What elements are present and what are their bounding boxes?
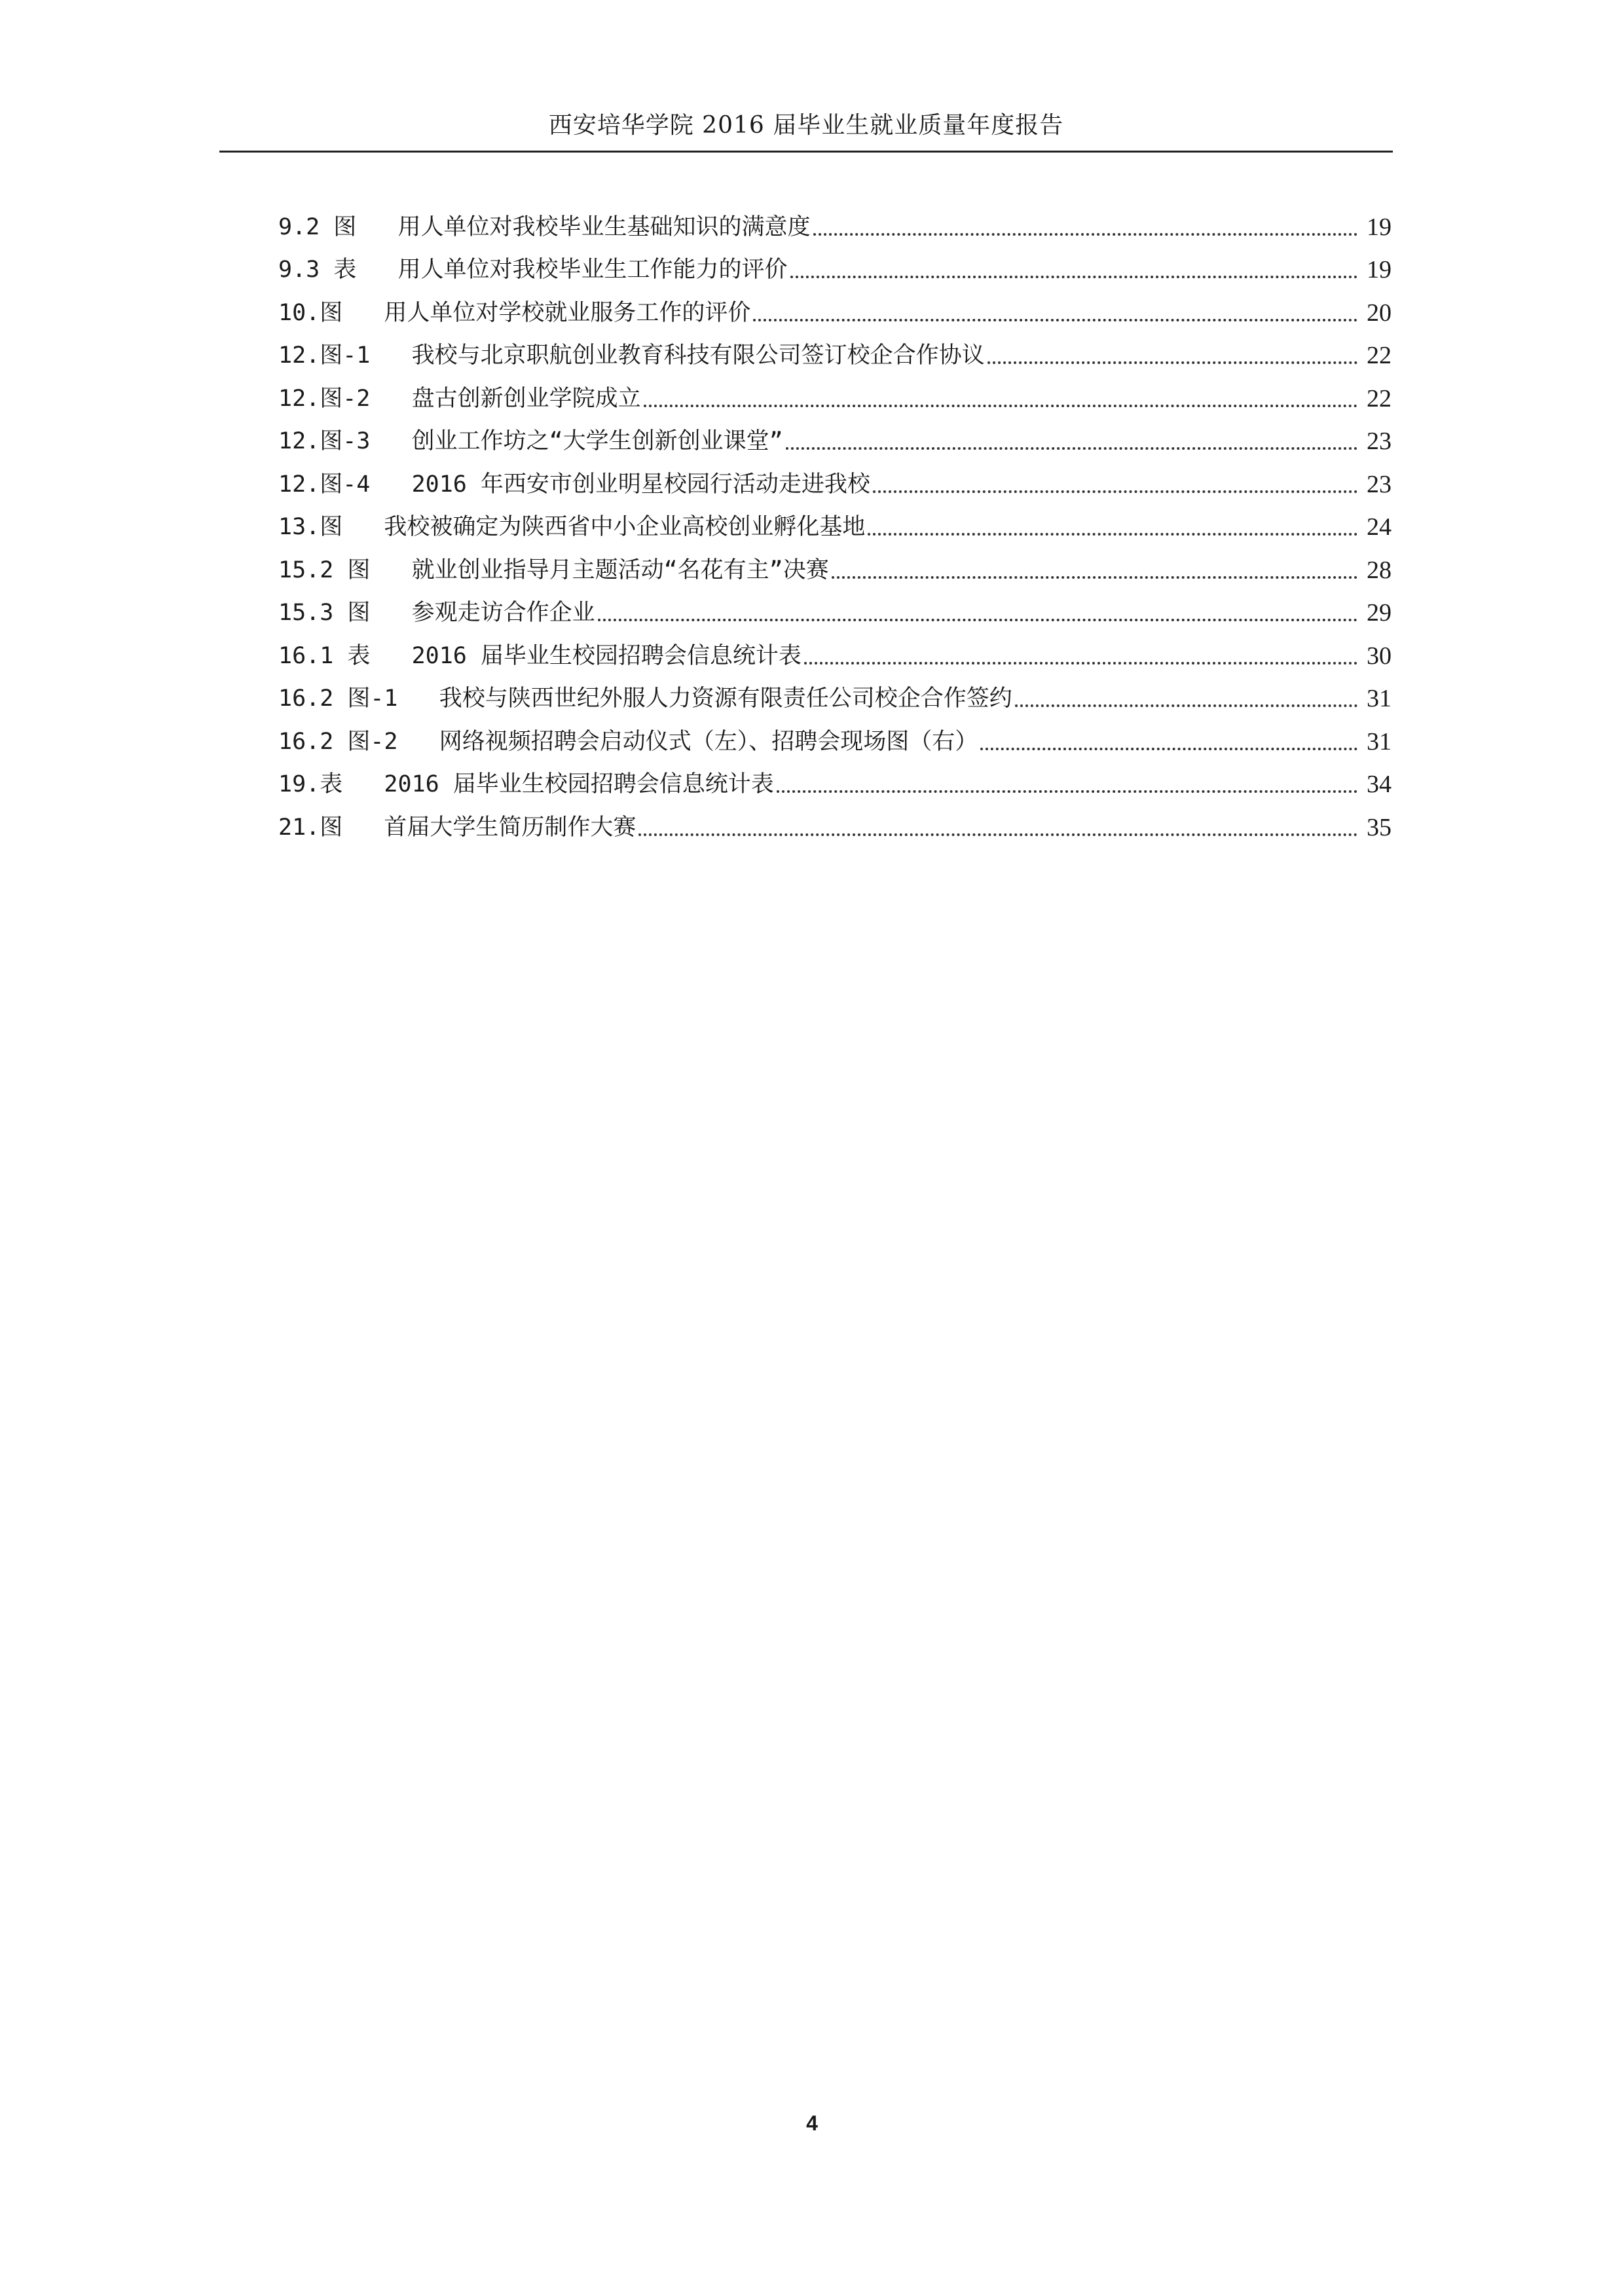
toc-entry[interactable] xyxy=(278,286,1392,329)
dot-leader xyxy=(638,833,1357,836)
toc-entry[interactable] xyxy=(278,672,1392,716)
dot-leader xyxy=(598,619,1357,621)
toc-entry-label: 12.图-3 创业工作坊之“大学生创新创业课堂” xyxy=(278,428,783,454)
toc-entry[interactable] xyxy=(278,715,1392,758)
toc-entry-page: 31 xyxy=(1367,685,1392,712)
dot-leader xyxy=(753,319,1357,321)
toc-entry-page: 20 xyxy=(1367,299,1392,327)
dot-leader xyxy=(644,405,1357,407)
toc-entry-label: 16.2 图-2 网络视频招聘会启动仪式（左）、招聘会现场图（右） xyxy=(278,728,978,755)
toc-entry[interactable] xyxy=(278,501,1392,544)
toc-entry[interactable] xyxy=(278,200,1392,244)
toc-entry-label: 12.图-4 2016 年西安市创业明星校园行活动走进我校 xyxy=(278,471,870,498)
toc-entry-label: 12.图-2 盘古创新创业学院成立 xyxy=(278,385,641,412)
dot-leader xyxy=(980,748,1357,750)
toc-entry[interactable] xyxy=(278,587,1392,630)
toc-entry-page: 35 xyxy=(1367,813,1392,841)
toc-entry[interactable] xyxy=(278,758,1392,801)
toc-entry-label: 15.3 图 参观走访合作企业 xyxy=(278,600,595,626)
toc-entry-label: 15.2 图 就业创业指导月主题活动“名花有主”决赛 xyxy=(278,556,829,583)
toc-entry[interactable] xyxy=(278,458,1392,501)
toc-entry-label: 9.2 图 用人单位对我校毕业生基础知识的满意度 xyxy=(278,213,811,240)
dot-leader xyxy=(868,533,1357,536)
toc-entry-page: 34 xyxy=(1367,771,1392,798)
toc-entry-page: 24 xyxy=(1367,513,1392,541)
toc-entry[interactable] xyxy=(278,629,1392,672)
toc-entry-label: 21.图 首届大学生简历制作大赛 xyxy=(278,814,637,841)
toc-entry-page: 29 xyxy=(1367,599,1392,627)
dot-leader xyxy=(1015,704,1357,707)
toc-entry-page: 28 xyxy=(1367,556,1392,584)
figure-table-list xyxy=(278,200,1392,844)
toc-entry-page: 19 xyxy=(1367,213,1392,241)
toc-entry-page: 31 xyxy=(1367,727,1392,756)
toc-entry-page: 23 xyxy=(1367,428,1392,455)
toc-entry-page: 22 xyxy=(1367,384,1392,412)
dot-leader xyxy=(804,662,1357,665)
page-number: 4 xyxy=(806,2111,818,2135)
report-title: 西安培华学院 2016 届毕业生就业质量年度报告 xyxy=(548,112,1064,139)
toc-entry[interactable] xyxy=(278,329,1392,373)
toc-entry-label: 19.表 2016 届毕业生校园招聘会信息统计表 xyxy=(278,771,774,797)
dot-leader xyxy=(832,576,1357,579)
toc-entry-label: 16.2 图-1 我校与陕西世纪外服人力资源有限责任公司校企合作签约 xyxy=(278,685,1012,712)
toc-entry-page: 30 xyxy=(1367,642,1392,670)
toc-entry-page: 22 xyxy=(1367,342,1392,369)
dot-leader xyxy=(873,490,1357,493)
toc-entry-label: 12.图-1 我校与北京职航创业教育科技有限公司签订校企合作协议 xyxy=(278,342,985,369)
toc-entry-label: 13.图 我校被确定为陕西省中小企业高校创业孵化基地 xyxy=(278,514,866,540)
toc-entry[interactable] xyxy=(278,543,1392,587)
toc-entry-label: 10.图 用人单位对学校就业服务工作的评价 xyxy=(278,299,751,326)
running-header xyxy=(219,110,1393,153)
toc-entry-page: 19 xyxy=(1367,256,1392,283)
toc-entry[interactable] xyxy=(278,801,1392,844)
toc-entry-label: 16.1 表 2016 届毕业生校园招聘会信息统计表 xyxy=(278,642,802,669)
toc-entry[interactable] xyxy=(278,415,1392,458)
dot-leader xyxy=(790,276,1357,278)
toc-entry[interactable] xyxy=(278,372,1392,415)
dot-leader xyxy=(777,790,1357,793)
toc-entry-label: 9.3 表 用人单位对我校毕业生工作能力的评价 xyxy=(278,257,788,283)
toc-entry[interactable] xyxy=(278,244,1392,287)
toc-entry-page: 23 xyxy=(1367,470,1392,498)
dot-leader xyxy=(987,361,1357,364)
dot-leader xyxy=(813,233,1357,236)
dot-leader xyxy=(786,447,1357,450)
